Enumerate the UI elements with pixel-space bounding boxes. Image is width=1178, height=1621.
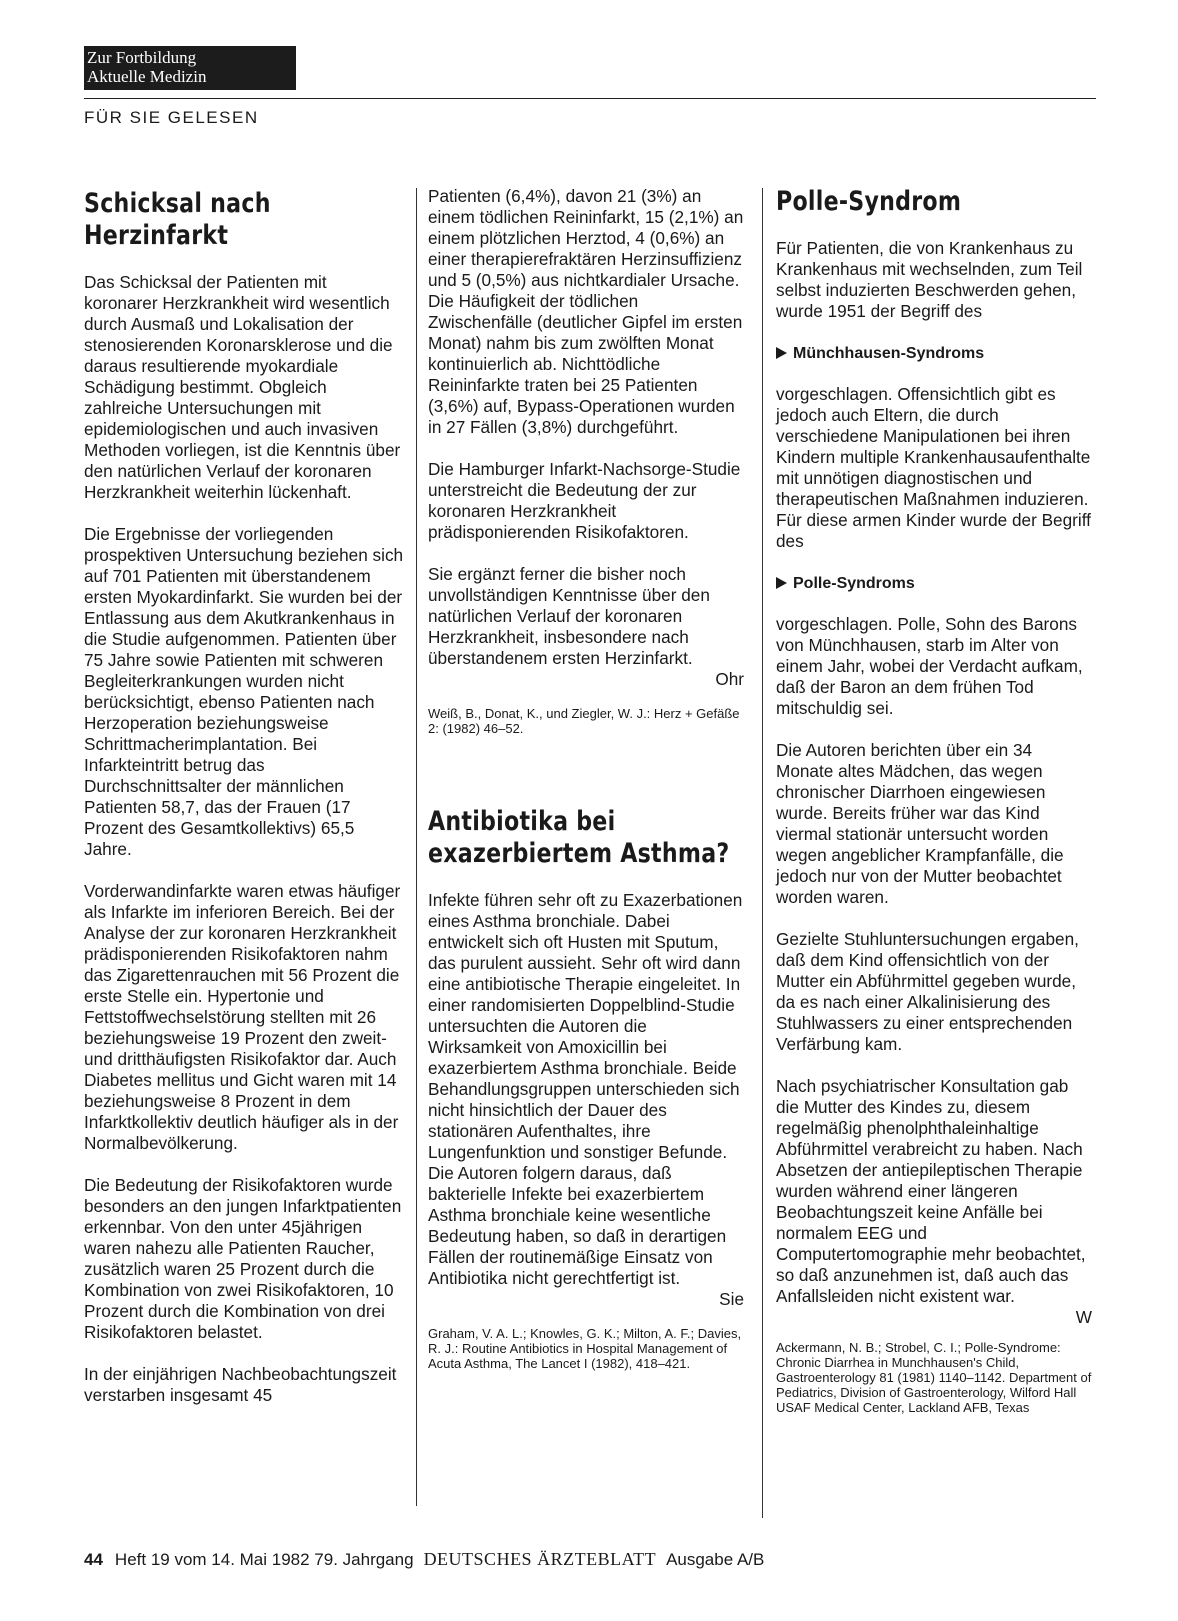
article2-title: Antibiotika bei exazerbiertem Asthma? <box>428 806 730 869</box>
column-divider-2 <box>762 188 763 1518</box>
column-divider-1 <box>416 188 417 1506</box>
magazine-name: DEUTSCHES ÄRZTEBLATT <box>423 1549 657 1569</box>
issue-info: Heft 19 vom 14. Mai 1982 79. Jahrgang <box>114 1550 414 1569</box>
article3-paragraph: Gezielte Stuhluntersuchungen ergaben, daß dem Kind offensichtlich von der Mutter ein Abführmittel gegeben wurde, da es nach einer Alkalinisierung des Stuhlwassers zu einer entsprechenden Verfärbung kam. <box>776 929 1079 1054</box>
section-tag <box>84 46 296 90</box>
article2-reference: Graham, V. A. L.; Knowles, G. K.; Milton, A. F.; Davies, R. J.: Routine Antibiotics in Hospital Management of Acuta Asthma, The Lancet I (1982), 418–421. <box>428 1326 742 1371</box>
article3-subheading-text: Münchhausen-Syndroms <box>793 345 985 362</box>
article1-paragraph: Die Ergebnisse der vorliegenden prospektiven Untersuchung beziehen sich auf 701 Patienten mit überstandenem ersten Myokardinfarkt. Sie wurden bei der Entlassung aus dem Akutkrankenhaus in die Studie aufgenommen. Patienten über 75 Jahre sowie Patienten mit schweren Begleiterkrankungen wurden nicht berücksichtigt, ebenso Patienten nach Herzoperation beziehungsweise Schrittmacherimplantation. Bei Infarkteintritt betrug das Durchschnittsalter der männlichen Patienten 58,7, das der Frauen (17 Prozent des Gesamtkollektivs) 65,5 Jahre. <box>84 524 404 859</box>
article3-signature-row <box>776 1307 1092 1328</box>
edition: Ausgabe A/B <box>666 1550 765 1569</box>
article1-paragraph: Vorderwandinfarkte waren etwas häufiger als Infarkte im inferioren Bereich. Bei der Analyse der zur koronaren Herzkrankheit prädisponierenden Risikofaktoren nahm das Zigarettenrauchen mit 56 Prozent die erste Stelle ein. Hypertonie und Fettstoffwechselstörung stellten mit 26 beziehungsweise 19 Prozent den zweit- und dritthäufigsten Risikofaktor dar. Auch Diabetes mellitus und Gicht waren mit 14 beziehungsweise 8 Prozent in dem Infarktkollektiv deutlich häufiger als in der Normalbevölkerung. <box>84 881 401 1153</box>
article2-paragraph <box>428 890 744 1310</box>
page-footer <box>84 1549 764 1570</box>
article1-paragraph: Die Hamburger Infarkt-Nachsorge-Studie unterstreicht die Bedeutung der zur koronaren Herzkrankheit prädisponierenden Risikofaktoren. <box>428 459 741 542</box>
article1-paragraph: In der einjährigen Nachbeobachtungszeit verstarben insgesamt 45 <box>84 1364 397 1405</box>
article2-signature-row <box>428 1289 744 1310</box>
article3-subheading <box>776 343 1092 364</box>
article1-paragraph-text: Sie ergänzt ferner die bisher noch unvollständigen Kenntnisse über den natürlichen Verlauf der koronaren Herzkrankheit, insbesondere nach überstandenem ersten Herzinfarkt. <box>428 564 710 668</box>
article1-paragraph: Die Bedeutung der Risikofaktoren wurde besonders an den jungen Infarktpatienten erkennbar. Von den unter 45jährigen waren nahezu alle Patienten Raucher, zusätzlich waren 25 Prozent durch die Kombination von zwei Risikofaktoren, 10 Prozent durch die Kombination von drei Risikofaktoren belastet. <box>84 1175 402 1342</box>
article3-reference: Ackermann, N. B.; Strobel, C. I.; Polle-Syndrome: Chronic Diarrhea in Munchhausen's Child, Gastroenterology 81 (1981) 1140–1142. Department of Pediatrics, Division of Gastroenterology, Wilford Hall USAF Medical Center, Lackland AFB, Texas <box>776 1340 1092 1415</box>
column-3 <box>776 186 1092 1437</box>
article1-paragraph <box>428 564 744 690</box>
section-label: FÜR SIE GELESEN <box>84 108 259 127</box>
article1-signature-row <box>428 669 744 690</box>
tag-line-2: Aktuelle Medizin <box>87 67 207 86</box>
article3-subheading-text: Polle-Syndroms <box>793 575 915 592</box>
page-number: 44 <box>84 1550 103 1569</box>
article1-signature: Ohr <box>715 669 744 689</box>
triangle-bullet-icon <box>776 347 787 359</box>
article3-title: Polle-Syndrom <box>776 186 962 217</box>
article3-signature: W <box>1075 1307 1092 1327</box>
column-1 <box>84 188 404 1427</box>
article1-title: Schicksal nach Herzinfarkt <box>84 188 271 251</box>
article1-reference: Weiß, B., Donat, K., und Ziegler, W. J.: Herz + Gefäße 2: (1982) 46–52. <box>428 706 740 736</box>
article3-subheading <box>776 573 1092 594</box>
column-2 <box>428 186 744 1393</box>
article3-paragraph <box>776 1076 1092 1328</box>
tag-line-1: Zur Fortbildung <box>87 48 197 67</box>
article3-paragraph: Die Autoren berichten über ein 34 Monate altes Mädchen, das wegen chronischer Diarrhoen eingewiesen wurde. Bereits früher war das Kind viermal stationär untersucht worden wegen angeblicher Krampfanfälle, die jedoch nur von der Mutter beobachtet worden waren. <box>776 740 1064 907</box>
article1-paragraph: Das Schicksal der Patienten mit koronarer Herzkrankheit wird wesentlich durch Ausmaß und Lokalisation der stenosierenden Koronarsklerose und die daraus resultierende myokardiale Schädigung bestimmt. Obgleich zahlreiche Untersuchungen mit epidemiologischen und auch invasiven Methoden vorliegen, ist die Kenntnis über den natürlichen Verlauf der koronaren Herzkrankheit weiterhin lückenhaft. <box>84 272 401 502</box>
triangle-bullet-icon <box>776 577 787 589</box>
header-rule <box>84 98 1096 99</box>
article2-paragraph-text: Infekte führen sehr oft zu Exazerbationen eines Asthma bronchiale. Dabei entwickelt sich oft Husten mit Sputum, das purulent aussieht. Sehr oft wird dann eine antibiotische Therapie eingeleitet. In einer randomisierten Doppelblind-Studie untersuchten die Autoren die Wirksamkeit von Amoxicillin bei exazerbiertem Asthma bronchiale. Beide Behandlungsgruppen unterschieden sich nicht hinsichtlich der Dauer des stationären Aufenthaltes, ihre Lungenfunktion und sonstiger Befunde. Die Autoren folgern daraus, daß bakterielle Infekte bei exazerbiertem Asthma bronchiale keine wesentliche Bedeutung haben, so daß in derartigen Fällen der routinemäßige Einsatz von Antibiotika nicht gerechtfertigt ist. <box>428 890 743 1288</box>
article3-paragraph-text: Nach psychiatrischer Konsultation gab die Mutter des Kindes zu, diesem regelmäßig phenolphthaleinhaltige Abführmittel verabreicht zu haben. Nach Absetzen der antiepileptischen Therapie wurden während einer längeren Beobachtungszeit keine Anfälle bei normalem EEG und Computertomographie mehr beobachtet, so daß anzunehmen ist, daß auch das Anfallsleiden nicht existent war. <box>776 1076 1086 1306</box>
article3-paragraph: Für Patienten, die von Krankenhaus zu Krankenhaus mit wechselnden, zum Teil selbst induzierten Beschwerden gehen, wurde 1951 der Begriff des <box>776 238 1083 321</box>
article3-paragraph: vorgeschlagen. Polle, Sohn des Barons von Münchhausen, starb im Alter von einem Jahr, wobei der Verdacht aufkam, daß der Baron an dem frühen Tod mitschuldig sei. <box>776 614 1083 718</box>
article1-paragraph: Patienten (6,4%), davon 21 (3%) an einem tödlichen Reininfarkt, 15 (2,1%) an einem plötzlichen Herztod, 4 (0,6%) an einer therapierefraktären Herzinsuffizienz und 5 (0,5%) aus nichtkardialer Ursache. Die Häufigkeit der tödlichen Zwischenfälle (deutlicher Gipfel im ersten Monat) nahm bis zum zwölften Monat kontinuierlich ab. Nichttödliche Reininfarkte traten bei 25 Patienten (3,6%) auf, Bypass-Operationen wurden in 27 Fällen (3,8%) durchgeführt. <box>428 186 744 437</box>
article2-signature: Sie <box>719 1289 744 1309</box>
article3-paragraph: vorgeschlagen. Offensichtlich gibt es jedoch auch Eltern, die durch verschiedene Manipulationen bei ihren Kindern multiple Krankenhausaufenthalte mit unnötigen diagnostischen und therapeutischen Maßnahmen induzieren. Für diese armen Kinder wurde der Begriff des <box>776 384 1091 551</box>
